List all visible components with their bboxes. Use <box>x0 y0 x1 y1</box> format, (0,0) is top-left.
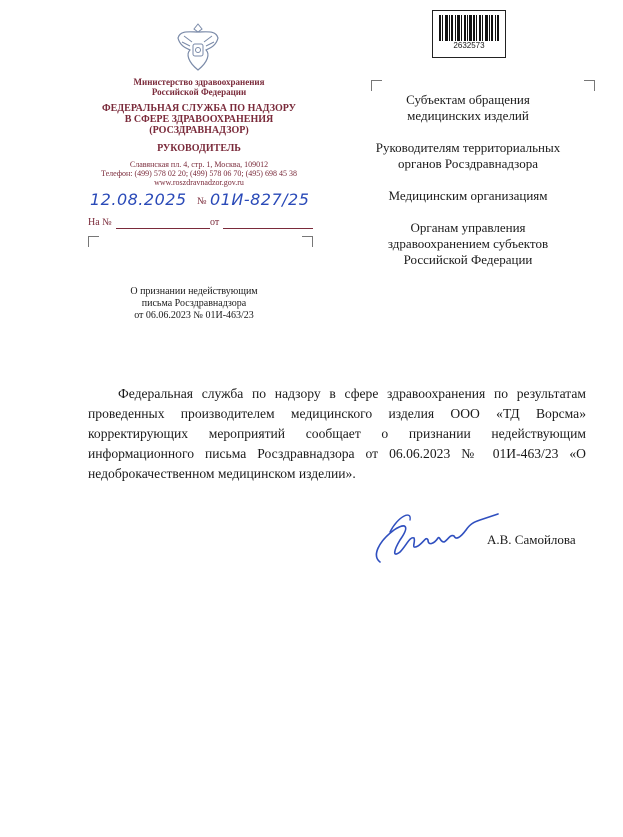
subject-line: О признании недействующим <box>130 286 258 297</box>
barcode-label <box>432 10 506 58</box>
service-name <box>80 103 318 136</box>
reply-to-label: На № <box>88 217 112 228</box>
registration-date: 12.08.2025 <box>90 190 187 209</box>
from-label: от <box>210 217 220 228</box>
subject-line: письма Росздравнадзора <box>141 298 247 309</box>
corner-mark <box>302 236 313 247</box>
corner-mark <box>371 80 382 91</box>
addressee: Медицинским организациям <box>388 188 548 203</box>
ministry-line: Российской Федерации <box>151 87 247 97</box>
ministry-name <box>80 77 318 97</box>
service-line: (РОСЗДРАВНАДЗОР) <box>149 125 249 136</box>
signer-name: А.В. Самойлова <box>487 532 576 547</box>
website-line: www.roszdravnadzor.gov.ru <box>154 178 244 187</box>
registration-line <box>88 190 318 212</box>
service-line: ФЕДЕРАЛЬНАЯ СЛУЖБА ПО НАДЗОРУ <box>102 103 296 114</box>
service-line: В СФЕРЕ ЗДРАВООХРАНЕНИЯ <box>124 114 274 125</box>
handwritten-signature-icon <box>370 506 502 570</box>
letter-subject <box>96 286 292 322</box>
address-line: Славянская пл. 4, стр. 1, Москва, 109012 <box>129 160 269 169</box>
subject-line: от 06.06.2023 № 01И-463/23 <box>134 310 254 321</box>
phone-line: Телефон: (499) 578 02 20; (499) 578 06 70; (495) 698 45 38 <box>101 169 297 178</box>
coat-of-arms-emblem-icon <box>176 22 220 74</box>
barcode-number: 2632573 <box>453 41 485 50</box>
addressee: Руководителям территориальных органов Росздравнадзора <box>375 140 561 171</box>
registration-number: 01И-827/25 <box>210 190 310 209</box>
corner-mark <box>584 80 595 91</box>
position-title: РУКОВОДИТЕЛЬ <box>157 143 241 154</box>
number-label: № <box>197 196 207 207</box>
corner-mark <box>88 236 99 247</box>
addressees-block <box>368 92 568 284</box>
ministry-line: Министерство здравоохранения <box>133 77 265 87</box>
from-underline <box>223 228 313 229</box>
barcode-icon <box>438 15 500 41</box>
body-paragraph: Федеральная служба по надзору в сфере здравоохранения по результатам проведенных производителем медицинского изделия ООО «ТД Ворсма» корректирующих мероприятий сообщает о признании недействующим информационного письма Росздравнадзора от 06.06.2023 № 01И-463/23 «О недоброкачественном медицинском изделии». <box>88 386 586 481</box>
contact-block <box>80 160 318 187</box>
addressee: Органам управления здравоохранением субъектов Российской Федерации <box>387 220 549 267</box>
reply-to-underline <box>116 228 210 229</box>
addressee: Субъектам обращения медицинских изделий <box>406 92 530 123</box>
